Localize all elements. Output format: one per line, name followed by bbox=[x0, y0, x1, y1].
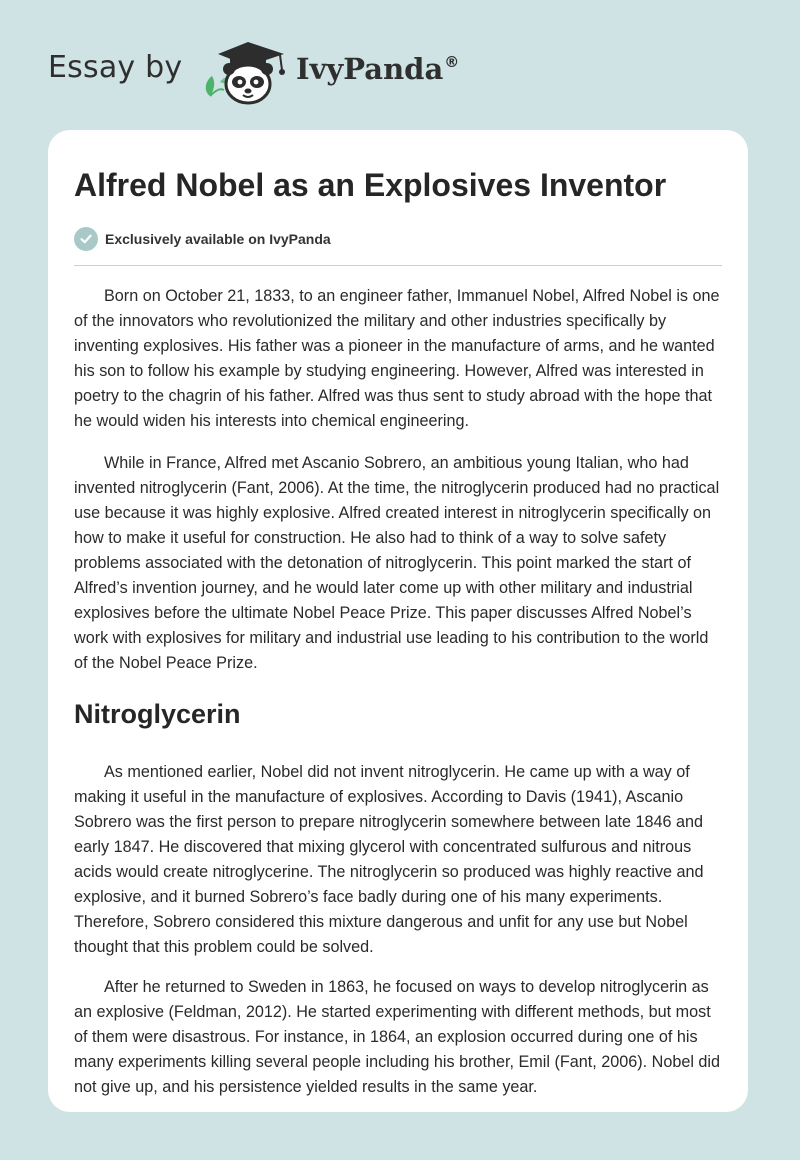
paragraph-section-1: As mentioned earlier, Nobel did not invent nitroglycerin. He came up with a way of making it useful in the manufacture of explosives. According to Davis (1941), Ascanio Sobrero was the first person to prepare nitroglycerin somewhere between late 1846 and early 1847. He discovered that mixing glycerol with concentrated sulfurous and nitrous acids would create nitroglycerine. The nitroglycerin so produced was highly reactive and explosive, and it burned Sobrero’s face badly during one of his many experiments. Therefore, Sobrero considered this mixture dangerous and unfit for any use but Nobel thought that this problem could be solved. bbox=[74, 763, 704, 956]
paragraph-section-2: After he returned to Sweden in 1863, he focused on ways to develop nitroglycerin as an explosive (Feldman, 2012). He started experimenting with different methods, but most of them were disastrous. For instance, in 1864, an explosion occurred during one of his many experiments killing several people including his brother, Emil (Fant, 2006). Nobel did not give up, and his persistence yielded results in the same year. bbox=[74, 978, 721, 1096]
paragraph-intro-2: While in France, Alfred met Ascanio Sobrero, an ambitious young Italian, who had invented nitroglycerin (Fant, 2006). At the time, the nitroglycerin produced had no practical use because it was highly explosive. Alfred created interest in nitroglycerin specifically on how to make it useful for construction. He also had to think of a way to solve safety problems associated with the detonation of nitroglycerin. This point marked the start of Alfred’s invention journey, and he would later come up with other military and industrial explosives before the ultimate Nobel Peace Prize. This paper discusses Alfred Nobel’s work with explosives for military and industrial use leading to his contribution to the world of the Nobel Peace Prize. bbox=[74, 454, 720, 672]
exclusive-badge bbox=[74, 227, 722, 251]
registered-mark: ® bbox=[444, 53, 460, 71]
brand-text: IvyPanda bbox=[296, 52, 444, 86]
site-header bbox=[0, 0, 800, 130]
essay-by-label: Essay by bbox=[48, 50, 183, 85]
panda-graduate-icon[interactable] bbox=[200, 36, 296, 108]
page-title: Alfred Nobel as an Explosives Inventor bbox=[74, 167, 667, 203]
essay-card bbox=[48, 130, 748, 1112]
paragraph-intro-1: Born on October 21, 1833, to an engineer father, Immanuel Nobel, Alfred Nobel is one of the innovators who revolutionized the military and other industries specifically by inventing explosives. His father was a pioneer in the manufacture of arms, and he wanted his son to follow his example by studying engineering. However, Alfred was interested in poetry to the chagrin of his father. Alfred was thus sent to study abroad with the hope that he would widen his interests into chemical engineering. bbox=[74, 287, 720, 430]
section-heading-nitroglycerin: Nitroglycerin bbox=[74, 699, 241, 729]
exclusive-label: Exclusively available on IvyPanda bbox=[105, 231, 331, 247]
check-icon bbox=[74, 227, 98, 251]
brand-name[interactable] bbox=[296, 52, 459, 86]
divider bbox=[74, 265, 722, 266]
